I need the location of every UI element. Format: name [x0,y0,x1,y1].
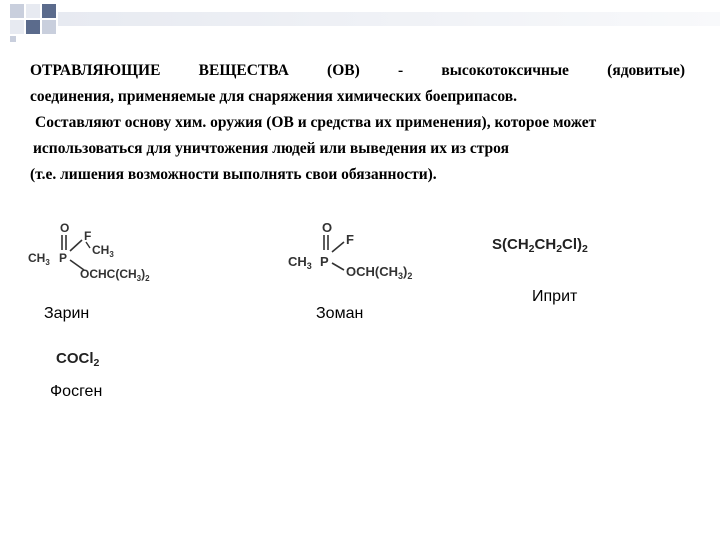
deco-square [10,36,16,42]
definition-line-2: соединения, применяемые для снаряжения химических боеприпасов. [30,88,517,105]
definition-line-5: (т.е. лишения возможности выполнять свои обязанности). [30,166,437,183]
dash: - [397,62,404,79]
deco-square [10,20,24,34]
soman-structure [286,218,456,288]
term-word: ОТРАВЛЯЮЩИЕ [30,62,161,79]
sarin-atom-ch3-left: $CH_3$ [28,251,50,267]
soman-bond [332,242,344,252]
soman-ester-group: $OCH(CH_3)_2$ [346,264,413,281]
sarin-atom-o: O [60,221,70,235]
sarin-name: Зарин [44,305,90,322]
deco-square [10,4,24,18]
soman-bond [332,263,344,270]
deco-square [42,20,56,34]
sarin-ester-group: $OCHC(CH_3)_2$ [80,267,150,283]
header-decoration [0,0,720,45]
deco-square [42,4,56,18]
phosgene-name: Фосген [50,383,103,400]
term-abbrev: (ОВ) [327,62,360,79]
phosgene-formula: COCl$_2$ [56,350,100,369]
definition-word: высокотоксичные [441,62,569,79]
definition-line-1 [30,58,685,84]
sarin-atom-p: P [59,251,68,265]
definition-word: (ядовитые) [607,62,685,79]
soman-name: Зоман [316,305,364,322]
deco-square [26,4,40,18]
deco-bar [58,12,720,26]
yperite-formula: $S(CH_2CH_2Cl)_2$ [492,236,588,255]
definition-line-3: Составляют основу хим. оружия (ОВ и средства их применения), которое может [35,114,597,131]
soman-atom-ch3-left: $CH_3$ [288,254,312,271]
definition-line-4: использоваться для уничтожения людей или выведения их из строя [33,140,510,157]
soman-atom-p: P [320,254,329,269]
soman-atom-o: O [322,220,333,235]
sarin-atom-f: F [84,229,92,243]
deco-square [26,20,40,34]
sarin-structure [26,218,176,288]
sarin-bond [70,240,82,251]
sarin-atom-ch3-right: $CH_3$ [92,243,114,259]
definition-paragraph [30,58,685,188]
term-word: ВЕЩЕСТВА [198,62,289,79]
soman-atom-f: F [346,232,354,247]
yperite-name: Иприт [532,288,578,305]
